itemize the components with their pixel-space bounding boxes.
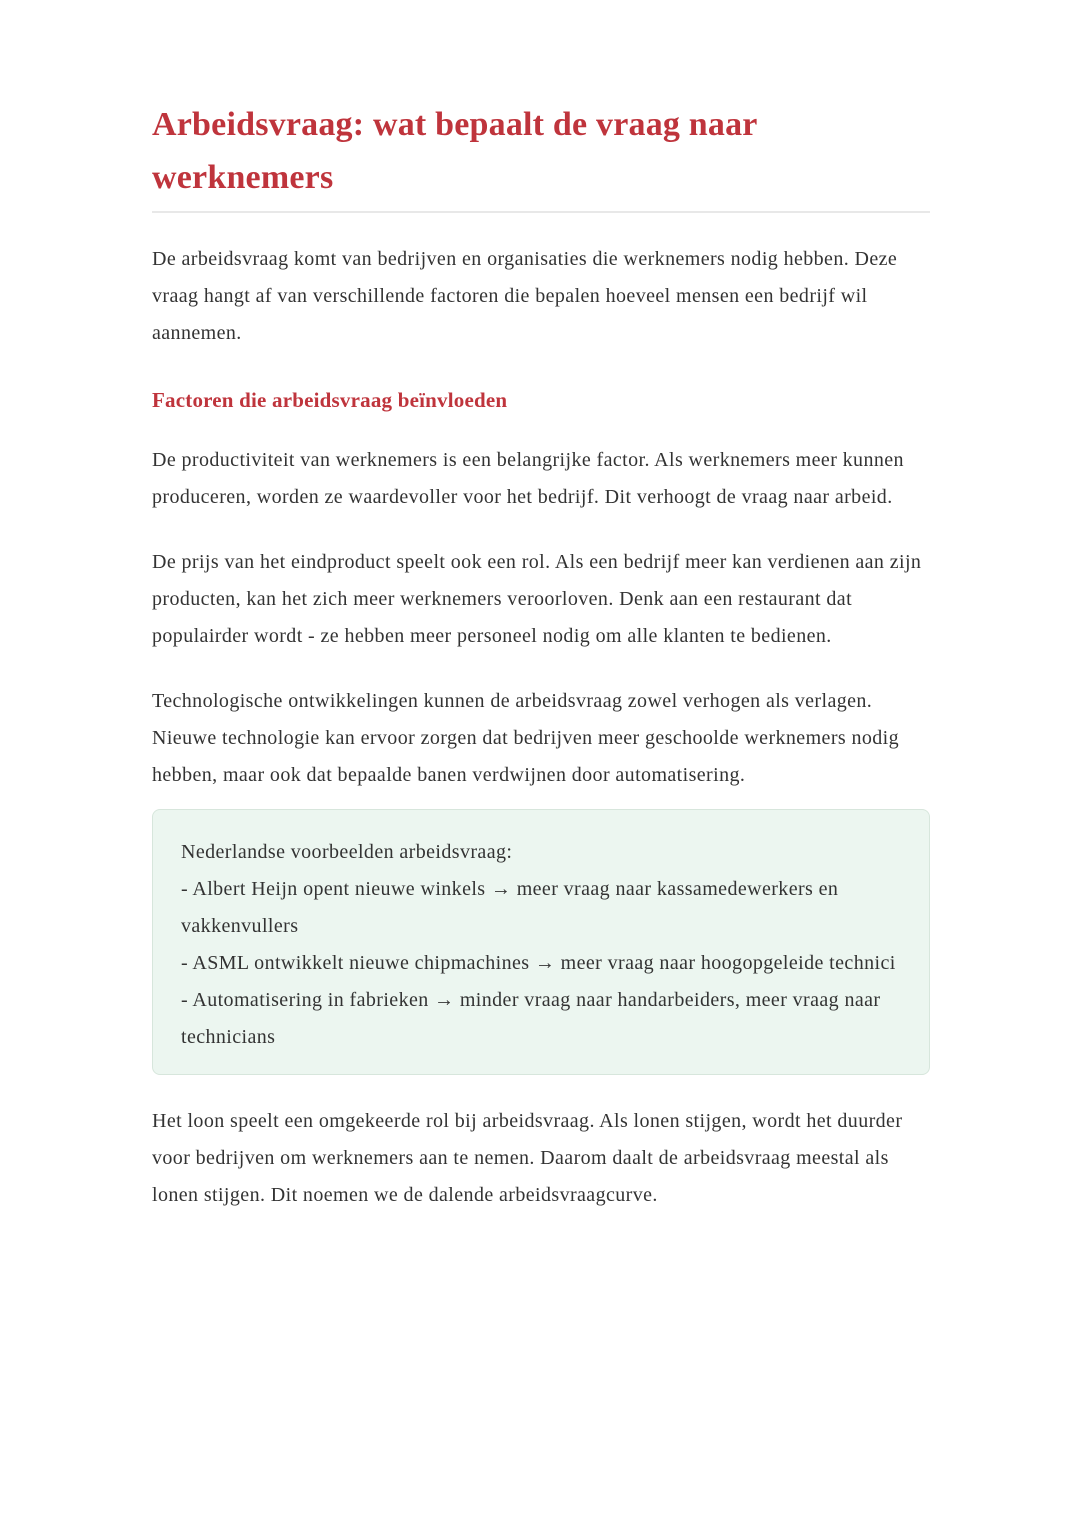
paragraph-productivity: De productiviteit van werknemers is een belangrijke factor. Als werknemers meer kunnen produceren, worden ze waardevoller voor het bedrijf. Dit verhoogt de vraag naar arbeid. bbox=[152, 449, 904, 508]
example-box-title: Nederlandse voorbeelden arbeidsvraag: bbox=[181, 841, 513, 863]
paragraph-technology: Technologische ontwikkelingen kunnen de arbeidsvraag zowel verhogen als verlagen. Nieuwe technologie kan ervoor zorgen dat bedrijven meer geschoolde werknemers nodig hebben, maar ook dat bepaalde banen verdwijnen door automatisering. bbox=[152, 690, 900, 786]
paragraph-product-price: De prijs van het eindproduct speelt ook een rol. Als een bedrijf meer kan verdienen aan zijn producten, kan het zich meer werknemers veroorloven. Denk aan een restaurant dat populairder wordt - ze hebben meer personeel nodig om alle klanten te bedienen. bbox=[152, 551, 922, 647]
section-heading-factoren: Factoren die arbeidsvraag beïnvloeden bbox=[152, 388, 508, 412]
article bbox=[152, 0, 930, 1214]
example-item-asml: - ASML ontwikkelt nieuwe chipmachines → meer vraag naar hoogopgeleide technici bbox=[181, 952, 896, 974]
heading-divider bbox=[152, 211, 930, 213]
paragraph-wage: Het loon speelt een omgekeerde rol bij arbeidsvraag. Als lonen stijgen, wordt het duurder voor bedrijven om werknemers aan te nemen. Daarom daalt de arbeidsvraag meestal als lonen stijgen. Dit noemen we de dalende arbeidsvraagcurve. bbox=[152, 1110, 903, 1206]
example-item-automatisering: - Automatisering in fabrieken → minder vraag naar handarbeiders, meer vraag naar technicians bbox=[181, 989, 881, 1048]
example-item-albert-heijn: - Albert Heijn opent nieuwe winkels → meer vraag naar kassamedewerkers en vakkenvullers bbox=[181, 878, 839, 937]
example-box bbox=[152, 809, 930, 1075]
page-title: Arbeidsvraag: wat bepaalt de vraag naar werknemers bbox=[152, 106, 757, 196]
intro-paragraph: De arbeidsvraag komt van bedrijven en organisaties die werknemers nodig hebben. Deze vraag hangt af van verschillende factoren die bepalen hoeveel mensen een bedrijf wil aannemen. bbox=[152, 248, 898, 344]
